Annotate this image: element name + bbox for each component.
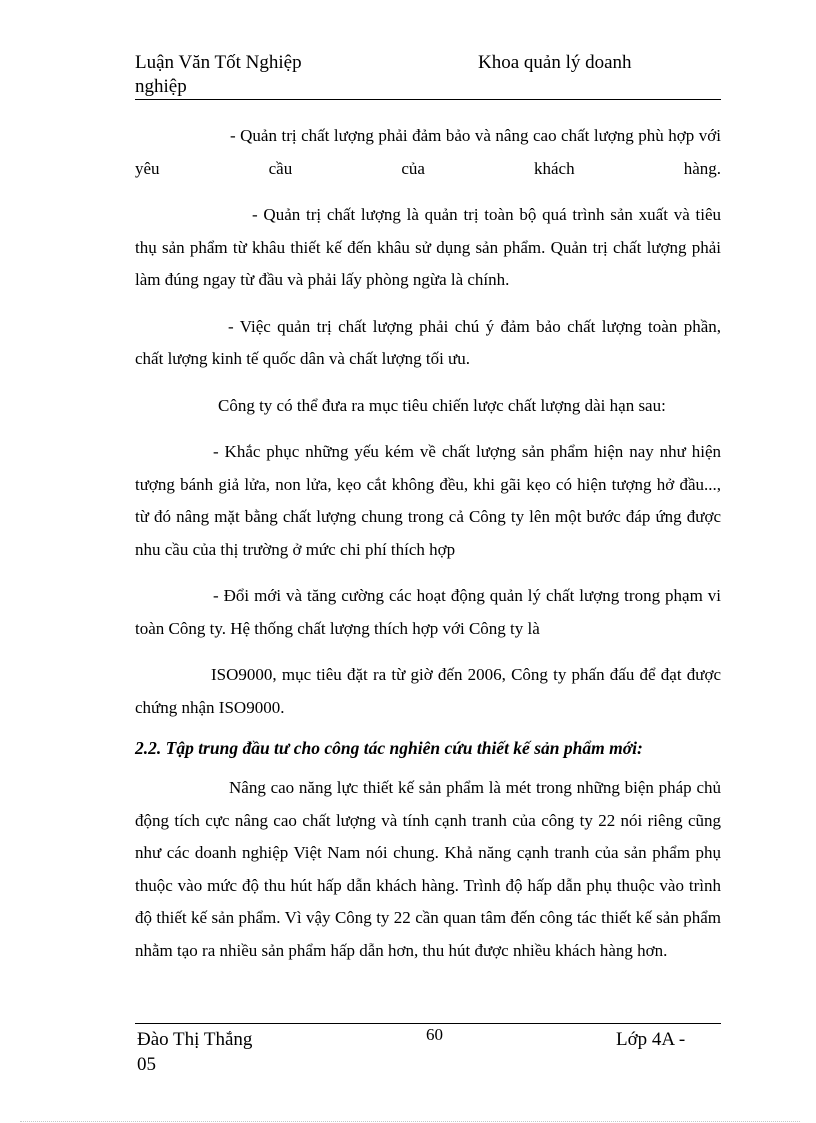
header-faculty-continued: nghiệp [135, 76, 187, 97]
paragraph: - Việc quản trị chất lượng phải chú ý đảm bảo chất lượng toàn phần, chất lượng kinh tế quốc dân và chất lượng tối ưu. [135, 316, 721, 368]
paragraph: Công ty có thể đưa ra mục tiêu chiến lược chất lượng dài hạn sau: [218, 395, 666, 415]
paragraph: - Quản trị chất lượng phải đảm bảo và nâng cao chất lượng phù hợp với yêu cầu của khách hàng. [135, 126, 721, 178]
header-divider [135, 99, 721, 100]
paragraph: ISO9000, mục tiêu đặt ra từ giờ đến 2006, Công ty phấn đấu để đạt được chứng nhận ISO9000. [135, 665, 721, 717]
footer-divider [135, 1023, 721, 1024]
page-edge [20, 1121, 800, 1122]
header-faculty: Khoa quản lý doanh [478, 52, 632, 73]
body-text [135, 120, 721, 967]
paragraph: - Đổi mới và tăng cường các hoạt động quản lý chất lượng trong phạm vi toàn Công ty. Hệ thống chất lượng thích hợp với Công ty là [135, 586, 721, 638]
section-heading: 2.2. Tập trung đầu tư cho công tác nghiên cứu thiết kế sản phẩm mới: [135, 738, 643, 758]
paragraph: - Khắc phục những yếu kém về chất lượng sản phẩm hiện nay như hiện tượng bánh giả lửa, non lửa, kẹo cắt không đều, khi gãi kẹo có hiện tượng hở đầu..., từ đó nâng mặt bằng chất lượng chung trong cả Công ty lên một bước đáp ứng được nhu cầu của thị trường ở mức chi phí thích hợp [135, 442, 721, 559]
section-paragraph: Nâng cao năng lực thiết kế sản phẩm là mét trong những biện pháp chủ động tích cực nâng cao chất lượng và tính cạnh tranh của công ty 22 nói riêng cũng như các doanh nghiệp Việt Nam nói chung. Khả năng cạnh tranh của sản phẩm phụ thuộc vào mức độ thu hút hấp dẫn khách hàng. Trình độ hấp dẫn phụ thuộc vào trình độ thiết kế sản phẩm. Vì vậy Công ty 22 cần quan tâm đến công tác thiết kế sản phẩm nhằm tạo ra nhiều sản phẩm hấp dẫn hơn, thu hút được nhiều khách hàng hơn. [135, 778, 721, 960]
footer-author: Đào Thị Thắng [137, 1029, 253, 1050]
paragraph: - Quản trị chất lượng là quản trị toàn bộ quá trình sản xuất và tiêu thụ sản phẩm từ khâu thiết kế đến khâu sử dụng sản phẩm. Quản trị chất lượng phải làm đúng ngay từ đầu và phải lấy phòng ngừa là chính. [135, 205, 721, 289]
header-thesis-title: Luận Văn Tốt Nghiệp [135, 52, 302, 73]
page-number: 60 [426, 1025, 443, 1044]
footer-class-continued: 05 [137, 1054, 156, 1075]
footer-class: Lớp 4A - [616, 1029, 686, 1050]
